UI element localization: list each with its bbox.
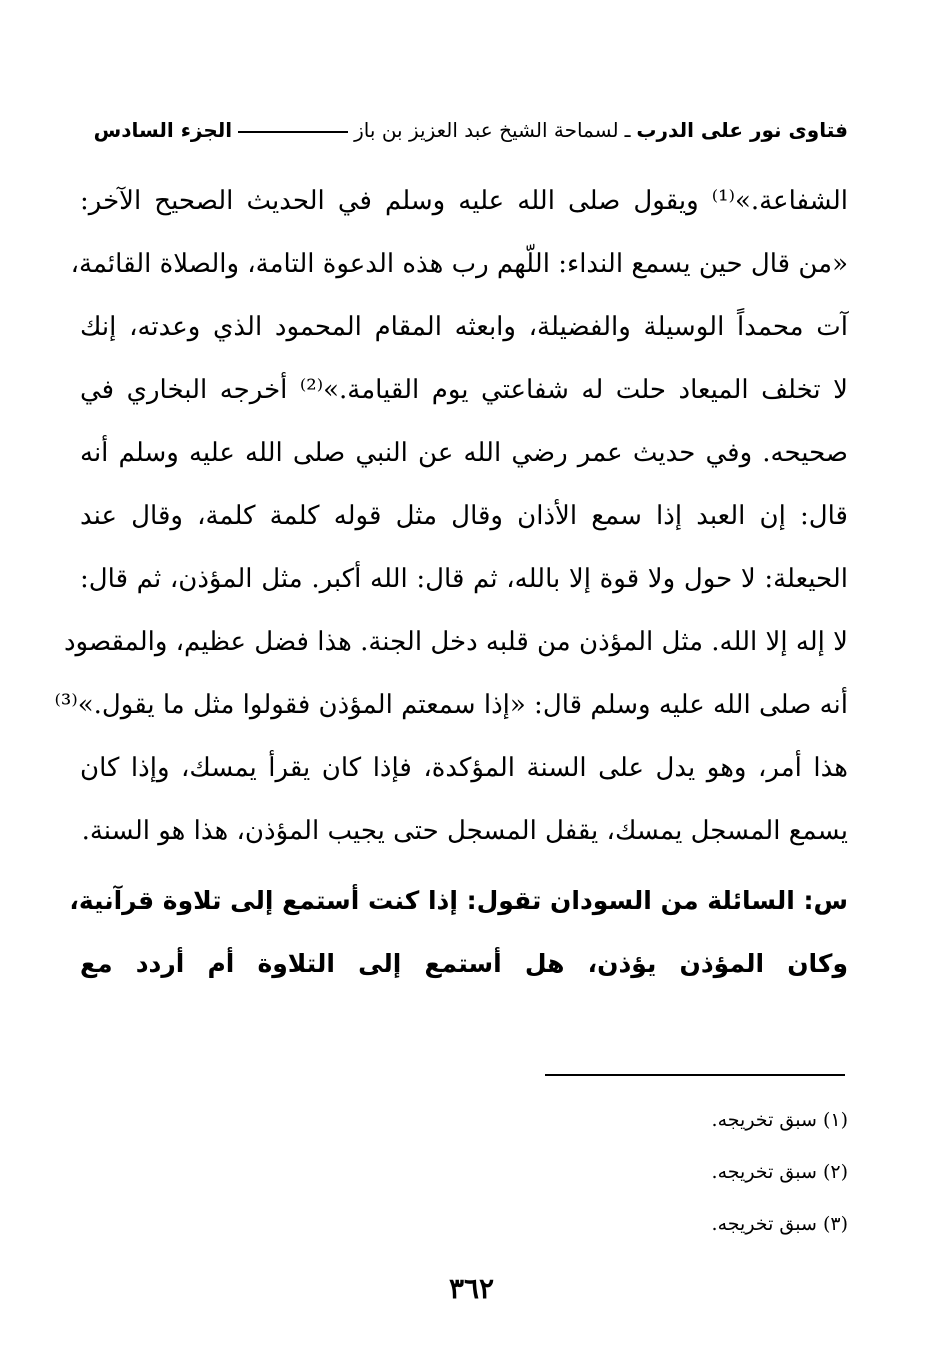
- question-line: س: السائلة من السودان تقول: إذا كنت أستمع إلى تلاوة قرآنية،: [69, 886, 848, 915]
- question-block: [69, 869, 848, 995]
- footnotes: [712, 1100, 848, 1256]
- body-line: هذا أمر، وهو يدل على السنة المؤكدة، فإذا كان يقرأ يمسك، وإذا كان: [80, 753, 848, 783]
- footnote-item: (٣) سبق تخريجه.: [711, 1213, 848, 1235]
- body-line: يسمع المسجل يمسك، يقفل المسجل حتى يجيب المؤذن، هذا هو السنة.: [81, 816, 848, 846]
- book-title: فتاوى نور على الدرب: [636, 118, 848, 142]
- body-line: قال: إن العبد إذا سمع الأذان وقال مثل قوله كلمة كلمة، وقال عند: [80, 501, 848, 531]
- body-line: «من قال حين يسمع النداء: اللّهم رب هذه الدعوة التامة، والصلاة القائمة،: [70, 249, 848, 279]
- body-line: الشفاعة.»⁽¹⁾ ويقول صلى الله عليه وسلم في الحديث الصحيح الآخر:: [80, 186, 848, 216]
- author-name: لسماحة الشيخ عبد العزيز بن باز: [354, 118, 619, 142]
- body-text: [54, 170, 848, 995]
- body-line: أنه صلى الله عليه وسلم قال: «إذا سمعتم المؤذن فقولوا مثل ما يقول.»⁽³⁾: [54, 690, 848, 720]
- footnote-divider: [545, 1074, 845, 1076]
- body-line: الحيعلة: لا حول ولا قوة إلا بالله، ثم قال: الله أكبر. مثل المؤذن، ثم قال:: [80, 564, 848, 594]
- body-line: صحيحه. وفي حديث عمر رضي الله عن النبي صلى الله عليه وسلم أنه: [80, 438, 848, 468]
- header-rule: [238, 131, 348, 133]
- part-title: الجزء السادس: [93, 118, 233, 142]
- question-line: وكان المؤذن يؤذن، هل أستمع إلى التلاوة أم أردد مع: [80, 949, 848, 978]
- body-line: آت محمداً الوسيلة والفضيلة، وابعثه المقام المحمود الذي وعدته، إنك: [80, 312, 848, 342]
- header-separator: ـ: [624, 118, 631, 142]
- footnote-item: (١) سبق تخريجه.: [711, 1109, 848, 1131]
- page-number: ٣٦٢: [448, 1272, 495, 1305]
- body-line: لا تخلف الميعاد حلت له شفاعتي يوم القيامة.»⁽²⁾ أخرجه البخاري في: [80, 375, 848, 405]
- footnote-item: (٢) سبق تخريجه.: [711, 1161, 848, 1183]
- body-line: لا إله إلا الله. مثل المؤذن من قلبه دخل الجنة. هذا فضل عظيم، والمقصود: [63, 627, 848, 657]
- running-header: [80, 112, 848, 148]
